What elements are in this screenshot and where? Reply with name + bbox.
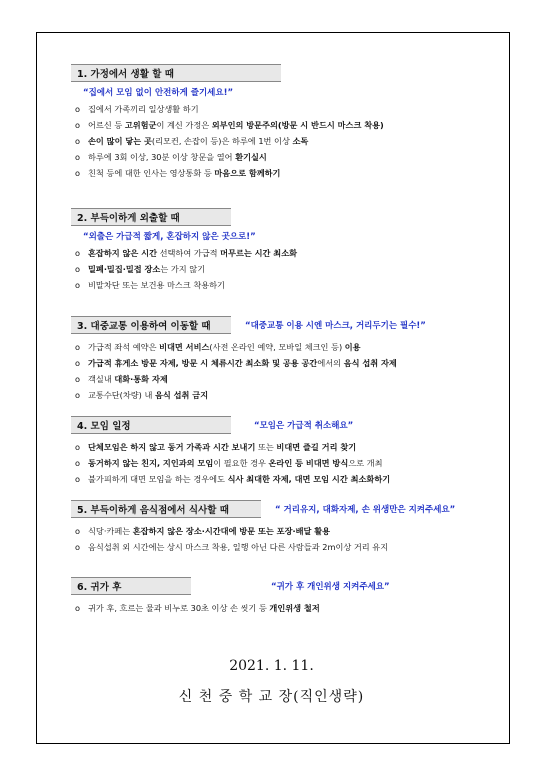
item-text: 이 필요한 경우 (213, 458, 269, 468)
section-title: 3. 대중교통 이용하여 이동할 때 (77, 321, 211, 332)
list-item (71, 165, 511, 181)
bullet-circle-icon: o (75, 168, 81, 178)
emphasized-text: 고위험군 (124, 120, 157, 130)
bullet-circle-icon: o (75, 442, 81, 452)
list-item (71, 355, 511, 371)
item-text: 에서의 (317, 358, 344, 368)
list-item (71, 455, 511, 471)
emphasized-text: 마음으로 함께하기 (214, 168, 281, 178)
bullet-circle-icon: o (75, 542, 81, 552)
item-text: 으로 개최 (348, 458, 383, 468)
emphasized-text: 혼잡하지 않은 시간 (88, 248, 157, 258)
list-item (71, 133, 511, 149)
item-text: 집에서 가족끼리 일상생활 하기 (88, 104, 199, 114)
principal-signature: 신 천 중 학 교 장(직인생략) (178, 689, 365, 705)
emphasized-text: 이용 (344, 342, 361, 352)
section-slogan: “귀가 후 개인위생 지켜주세요” (271, 582, 390, 592)
list-item (71, 539, 511, 555)
emphasized-text: 대화·통화 자제 (114, 374, 168, 384)
list-item (71, 149, 511, 165)
emphasized-text: 음식 섭취 금지 (154, 390, 209, 400)
list-item (71, 261, 511, 277)
section-title: 5. 부득이하게 음식점에서 식사할 때 (77, 505, 229, 516)
section-header (71, 316, 511, 334)
item-text: 이 계신 가정은 (156, 120, 212, 130)
list-item (71, 245, 511, 261)
emphasized-text: 비대면 서비스 (159, 342, 210, 352)
emphasized-text: 가급적 휴게소 방문 자제, 방문 시 체류시간 최소화 및 공용 공간 (88, 358, 318, 368)
bullet-circle-icon: o (75, 603, 81, 613)
section-header (71, 208, 511, 226)
emphasized-text: (방문 시 반드시 마스크 착용) (277, 120, 384, 130)
section-1 (71, 64, 511, 181)
list-item (71, 439, 511, 455)
section-5 (71, 500, 511, 555)
bullet-circle-icon: o (75, 136, 81, 146)
item-text: 비말차단 또는 보건용 마스크 착용하기 (88, 280, 225, 290)
bullet-circle-icon: o (75, 104, 81, 114)
emphasized-text: 개인위생 철저 (269, 603, 320, 613)
section-2 (71, 208, 511, 293)
emphasized-text: 혼잡하지 않은 장소·시간대에 방문 또는 포장·배달 활용 (132, 526, 331, 536)
item-text: (사전 온라인 예약, 모바일 체크인 등) (209, 342, 345, 352)
bullet-circle-icon: o (75, 458, 81, 468)
item-text: 하루에 3회 이상, 30분 이상 창문을 열어 (88, 152, 236, 162)
item-text: 친척 등에 대한 인사는 영상통화 등 (88, 168, 215, 178)
item-text: 교통수단(차량) 내 (88, 390, 155, 400)
section-4 (71, 416, 511, 487)
list-item (71, 387, 511, 403)
item-text: 음식섭취 외 시간에는 상시 마스크 착용, 일행 아닌 다른 사람들과 2m이상 거리 유지 (88, 542, 389, 552)
bullet-circle-icon: o (75, 280, 81, 290)
bullet-circle-icon: o (75, 248, 81, 258)
list-item (71, 600, 511, 616)
item-text: 어르신 등 (88, 120, 125, 130)
list-item (71, 371, 511, 387)
item-text: 는 가지 않기 (160, 264, 206, 274)
bullet-circle-icon: o (75, 120, 81, 130)
list-item (71, 117, 511, 133)
item-text: 귀가 후, 흐르는 물과 비누로 30초 이상 손 씻기 등 (88, 603, 270, 613)
section-slogan: “집에서 모임 없이 안전하게 즐기세요!” (83, 88, 234, 98)
item-text: 또는 (255, 442, 277, 452)
list-item (71, 277, 511, 293)
bullet-circle-icon: o (75, 342, 81, 352)
emphasized-text: 동거하지 않는 친지, 지인과의 모임 (88, 458, 214, 468)
bullet-circle-icon: o (75, 358, 81, 368)
item-text: 선택하여 가급적 (156, 248, 221, 258)
section-title: 1. 가정에서 생활 할 때 (77, 69, 174, 80)
item-text: 식당·카페는 (88, 526, 133, 536)
document-date: 2021. 1. 11. (229, 658, 314, 674)
section-header (71, 64, 511, 82)
bullet-circle-icon: o (75, 264, 81, 274)
emphasized-text: 머무르는 시간 최소화 (220, 248, 298, 258)
emphasized-text: 온라인 등 비대면 방식 (268, 458, 349, 468)
section-title: 4. 모임 일정 (77, 421, 131, 432)
list-item (71, 471, 511, 487)
emphasized-text: 식사 최대한 자제, 대면 모임 시간 최소화하기 (227, 474, 391, 484)
section-3 (71, 316, 511, 403)
emphasized-text: 밀폐·밀집·밀접 장소 (88, 264, 161, 274)
bullet-circle-icon: o (75, 374, 81, 384)
section-header (71, 577, 511, 595)
item-text: (리모컨, 손잡이 등)은 하루에 1번 이상 (151, 136, 293, 146)
section-title: 2. 부득이하게 외출할 때 (77, 213, 180, 224)
bullet-circle-icon: o (75, 474, 81, 484)
emphasized-text: 외부인의 방문주의 (211, 120, 278, 130)
item-text: 가급적 좌석 예약은 (88, 342, 160, 352)
section-header (71, 416, 511, 434)
section-slogan: “대중교통 이용 시엔 마스크, 거리두기는 필수!” (245, 321, 426, 331)
list-item (71, 523, 511, 539)
bullet-circle-icon: o (75, 152, 81, 162)
section-header (71, 500, 511, 518)
emphasized-text: 음식 섭취 자제 (343, 358, 397, 368)
section-slogan: “외출은 가급적 짧게, 혼잡하지 않은 곳으로!” (83, 232, 256, 242)
section-title: 6. 귀가 후 (77, 582, 122, 593)
emphasized-text: 단체모임은 하지 않고 동거 가족과 시간 보내기 (88, 442, 256, 452)
list-item (71, 101, 511, 117)
item-text: 불가피하게 대면 모임을 하는 경우에도 (88, 474, 228, 484)
emphasized-text: 소독 (292, 136, 309, 146)
list-item (71, 339, 511, 355)
bullet-circle-icon: o (75, 390, 81, 400)
emphasized-text: 손이 많이 닿는 곳 (88, 136, 152, 146)
emphasized-text: 비대면 즐길 거리 찾기 (276, 442, 357, 452)
section-6 (71, 577, 511, 616)
section-slogan: “모임은 가급적 취소해요” (254, 421, 354, 431)
emphasized-text: 환기실시 (235, 152, 267, 162)
section-slogan: “ 거리유지, 대화자제, 손 위생만은 지켜주세요” (275, 505, 456, 515)
item-text: 객실내 (88, 374, 115, 384)
bullet-circle-icon: o (75, 526, 81, 536)
